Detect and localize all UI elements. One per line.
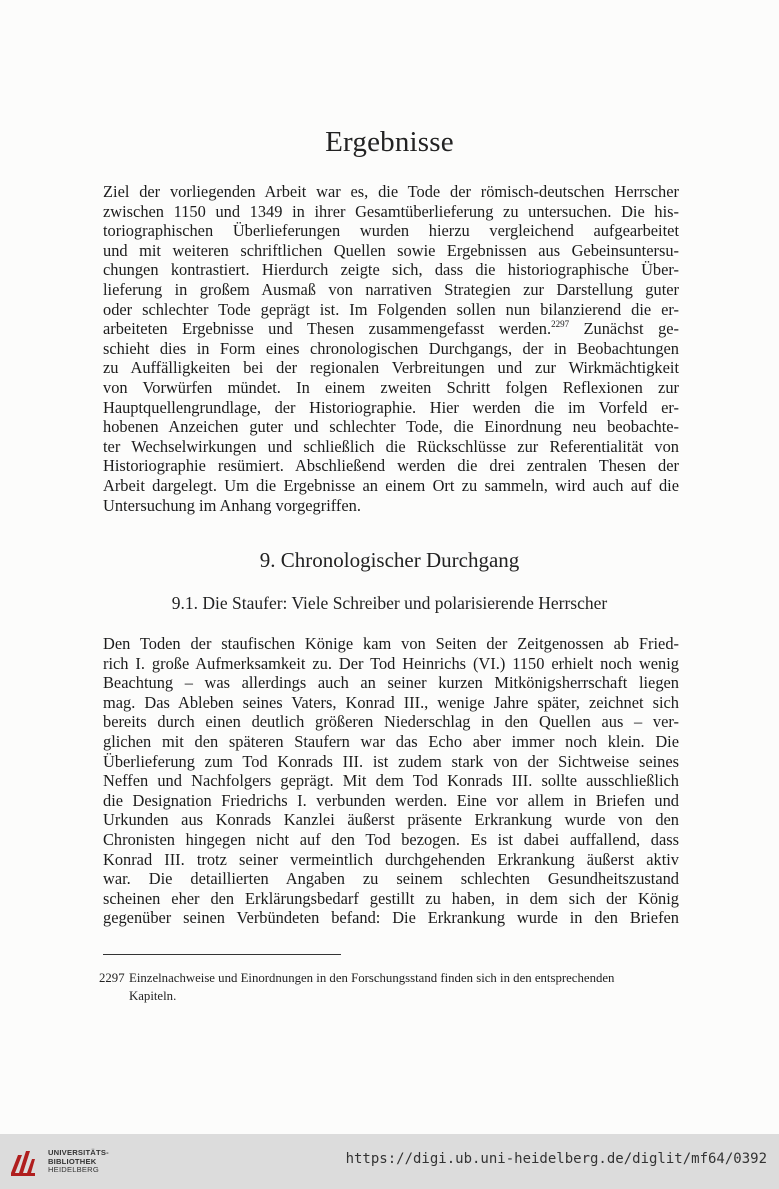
footnote-text-continued: Kapiteln. [129, 989, 177, 1003]
text-line: toriographischen Überlieferungen wurden hierzu vergleichend aufgearbeitet [103, 221, 679, 241]
text-line: hobenen Anzeichen guter und schlechter Tode, die Einordnung neu beobachte- [103, 417, 679, 437]
text-line: lieferung in großem Ausmaß von narrativen Strategien zur Darstellung guter [103, 279, 679, 299]
library-logo-text [48, 1149, 109, 1175]
text-line: Hauptquellengrundlage, der Historiographie. Hier werden die im Vorfeld er- [103, 397, 679, 417]
text-line: zwischen 1150 und 1349 in ihrer Gesamtüberlieferung zu untersuchen. Die his- [103, 201, 679, 221]
text-line: oder schlechter Tode geprägt ist. Im Folgenden sollen nun bilanzierend die er- [103, 299, 679, 319]
text-line: Historiographie resümiert. Abschließend werden die drei zentralen Thesen der [103, 456, 679, 476]
text-line: zu Auffälligkeiten bei der regionalen Verbreitungen und zur Wirkmächtigkeit [103, 358, 679, 378]
text-line: Den Toden der staufischen Könige kam von Seiten der Zeitgenossen ab Fried- [103, 634, 679, 653]
text-line: und mit weiteren schriftlichen Quellen sowie Ergebnissen aus Gebeinsuntersu- [103, 240, 679, 260]
footnote-number: 2297 [99, 971, 125, 985]
text-line: mag. Das Ableben seines Vaters, Konrad III., wenige Jahre später, zeichnet sich [103, 692, 679, 712]
text-line: Untersuchung im Anhang vorgegriffen. [103, 495, 361, 515]
footnote-text: Einzelnachweise und Einordnungen in den Forschungsstand finden sich in den entsprechenden [129, 971, 615, 985]
text-line: bereits durch einen deutlich größeren Niederschlag in den Quellen aus – ver- [103, 712, 679, 732]
text-fragment: Zunächst ge- [569, 319, 679, 339]
footnote-divider [103, 954, 341, 955]
text-line: Beachtung – was allerdings auch an seiner kurzen Mitkönigsherrschaft liegen [103, 673, 679, 693]
text-line: glichen mit den späteren Staufern war das Echo aber immer noch klein. Die [103, 731, 679, 751]
body-paragraph [103, 634, 679, 928]
text-line: die Designation Friedrichs I. verbunden werden. Eine vor allem in Briefen und [103, 790, 679, 810]
text-line: Ziel der vorliegenden Arbeit war es, die Tode der römisch-deutschen Herrscher [103, 182, 679, 201]
footnote-ref[interactable]: 2297 [551, 319, 570, 330]
logo-line: BIBLIOTHEK [48, 1156, 97, 1166]
library-logo-icon [8, 1143, 38, 1181]
text-line: war. Die detaillierten Angaben zu seinem schlechten Gesundheitszustand [103, 869, 679, 889]
text-fragment: arbeiteten Ergebnisse und Thesen zusammengefasst werden. [103, 319, 552, 339]
library-logo[interactable] [8, 1143, 108, 1181]
text-line: gegenüber seinen Verbündeten befand: Die Erkrankung wurde in den Briefen [103, 908, 679, 928]
logo-line: UNIVERSITÄTS- [48, 1148, 109, 1157]
page-title: Ergebnisse [325, 126, 454, 158]
text-line: Chronisten hingegen nicht auf den Tod bezogen. Es ist dabei auffallend, dass [103, 829, 679, 849]
intro-paragraph [103, 182, 679, 515]
logo-line: HEIDELBERG [48, 1165, 99, 1175]
subsection-heading: 9.1. Die Staufer: Viele Schreiber und polarisierende Herrscher [171, 593, 608, 613]
text-line: chungen kontrastiert. Hierdurch zeigte sich, dass die historiographische Über- [103, 260, 679, 280]
permalink-url[interactable]: https://digi.ub.uni-heidelberg.de/diglit/mf64/0392 [345, 1151, 767, 1167]
text-line: Überlieferung zum Tod Konrads III. ist zudem stark von der Sichtweise seines [103, 751, 679, 771]
text-line: rich I. große Aufmerksamkeit zu. Der Tod Heinrichs (VI.) 1150 erhielt noch wenig [103, 653, 679, 673]
text-line: Urkunden aus Konrads Kanzlei äußerst präsente Erkrankung wurde von den [103, 810, 679, 830]
section-heading: 9. Chronologischer Durchgang [259, 548, 520, 572]
text-line: schieht dies in Form eines chronologischen Durchgangs, der in Beobachtungen [103, 338, 679, 358]
text-line-with-footnote [103, 319, 679, 339]
text-line: ter Wechselwirkungen und schließlich die Rückschlüsse zur Referentialität von [103, 436, 679, 456]
viewer-footer [0, 1134, 779, 1189]
text-line: Konrad III. trotz seiner vermeintlich durchgehenden Erkrankung äußerst aktiv [103, 849, 679, 869]
text-line: Arbeit dargelegt. Um die Ergebnisse an einem Ort zu sammeln, wird auch auf die [103, 475, 679, 495]
text-line: scheinen eher den Erklärungsbedarf gestillt zu haben, in dem sich der König [103, 888, 679, 908]
text-line: von Vorwürfen mündet. In einem zweiten Schritt folgen Reflexionen zur [103, 377, 679, 397]
footnote [99, 969, 689, 1005]
text-line: Neffen und Nachfolgers geprägt. Mit dem Tod Konrads III. sollte ausschließlich [103, 771, 679, 791]
